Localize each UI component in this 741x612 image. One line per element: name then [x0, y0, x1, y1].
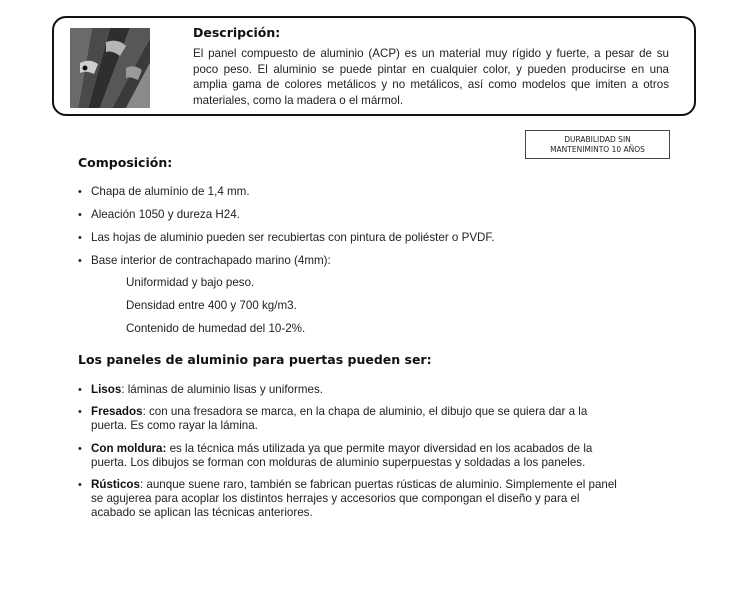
term: Con moldura:	[91, 442, 167, 455]
badge-line-2: MANTENIMINTO 10 AÑOS	[550, 144, 645, 154]
aluminum-panels-photo	[70, 28, 150, 108]
term: Rústicos	[91, 478, 140, 491]
bullet-glyph: •	[78, 443, 82, 455]
bullet-glyph: •	[78, 406, 82, 418]
durability-badge	[525, 130, 670, 159]
description-title: Descripción:	[193, 25, 281, 40]
sub-item: Uniformidad y bajo peso.	[126, 276, 255, 289]
bullet-glyph: •	[78, 186, 82, 198]
badge-line-1: DURABILIDAD SIN	[564, 135, 631, 144]
term: Fresados	[91, 405, 143, 418]
description-text: El panel compuesto de aluminio (ACP) es un material muy rígido y fuerte, a pesar de su poco peso. El aluminio se puede pintar en cualquier color, y pueden producirse en una amplia gama de colores metálicos y no metálicos, así como modelos que imiten a otros materiales, como la madera o el mármol.	[193, 47, 669, 107]
paneles-title: Los paneles de aluminio para puertas pueden ser:	[78, 352, 432, 367]
sub-item: Contenido de humedad del 10-2%.	[126, 322, 306, 335]
bullet-glyph: •	[78, 232, 82, 244]
bullet-glyph: •	[78, 209, 82, 221]
bullet-glyph: •	[78, 255, 82, 267]
description-box	[52, 16, 696, 116]
term: Lisos	[91, 383, 122, 396]
composicion-title: Composición:	[78, 155, 173, 170]
bullet-glyph: •	[78, 479, 82, 491]
bullet-glyph: •	[78, 384, 82, 396]
sub-item: Densidad entre 400 y 700 kg/m3.	[126, 299, 297, 312]
